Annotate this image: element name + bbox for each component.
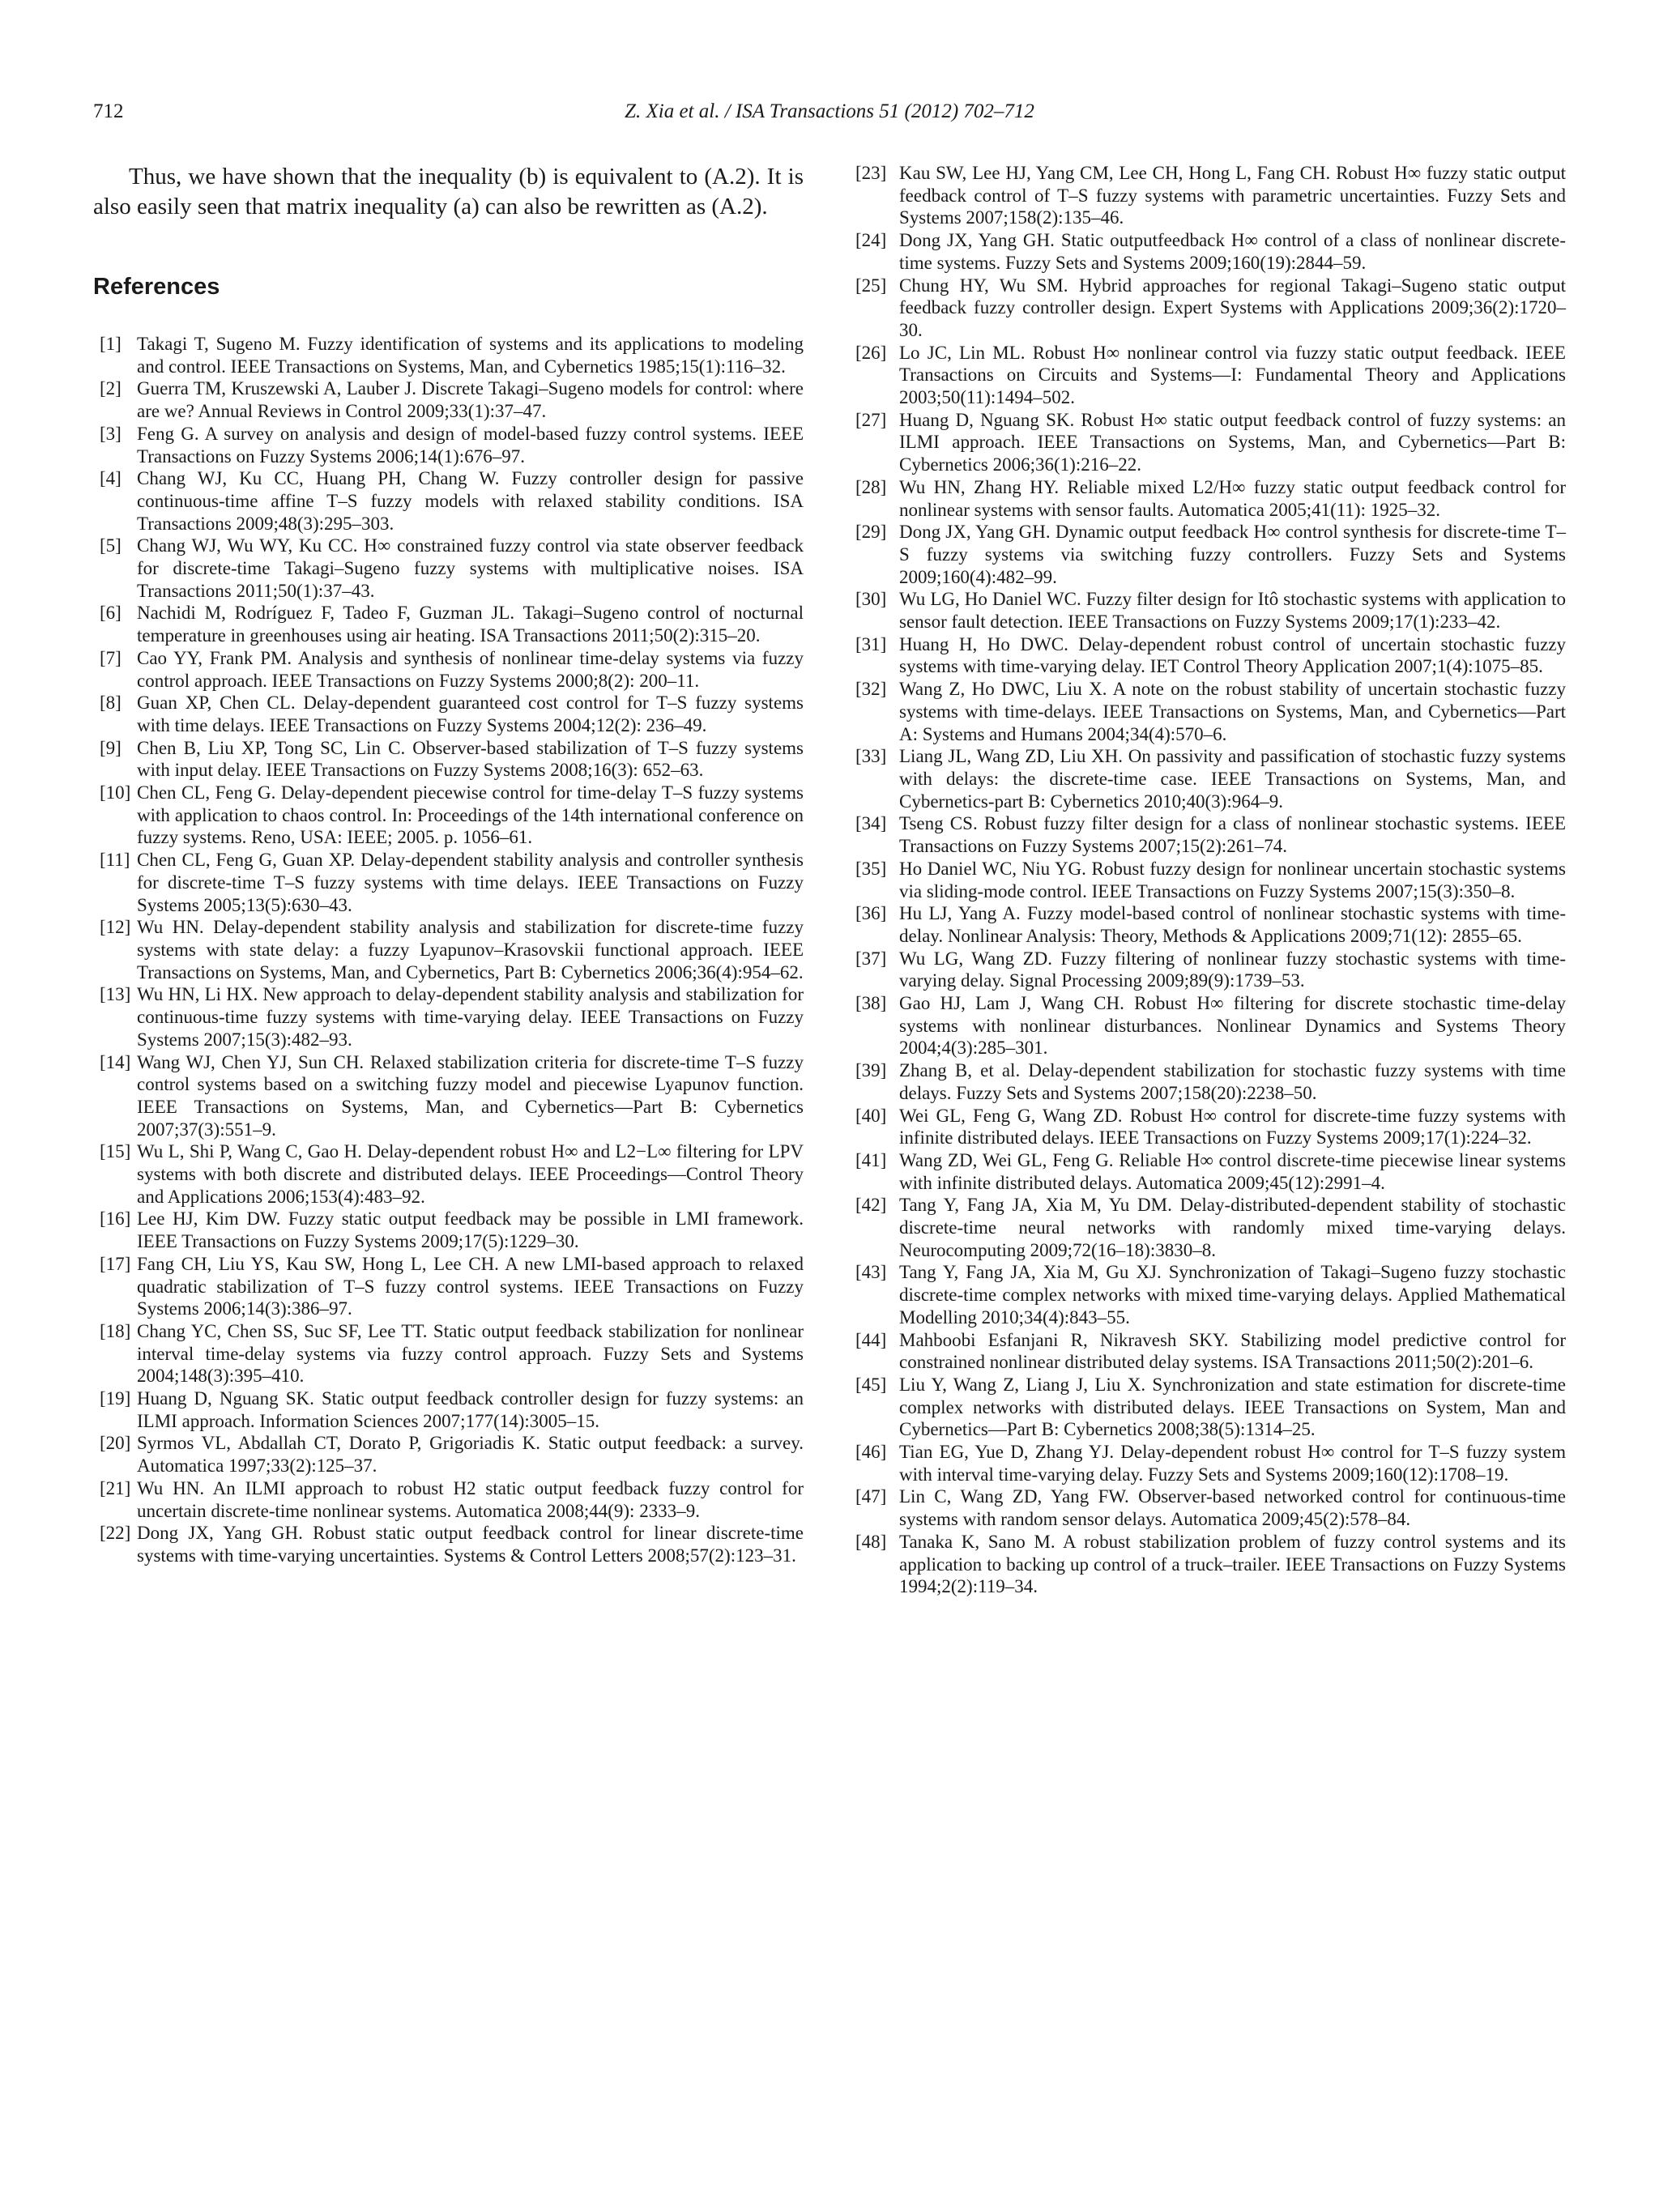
reference-item: [855, 902, 1566, 947]
reference-text: Tanaka K, Sano M. A robust stabilization problem of fuzzy control systems and its application to backing up control of a truck–trailer. IEEE Transactions on Fuzzy Systems 1994;2(2):119–34.: [899, 1531, 1566, 1597]
reference-item: [93, 1522, 804, 1566]
reference-item: [855, 229, 1566, 274]
reference-number: [41]: [855, 1149, 887, 1170]
reference-text: Tang Y, Fang JA, Xia M, Yu DM. Delay-distributed-dependent stability of stochastic discrete-time neural networks with randomly mixed time-varying delays. Neurocomputing 2009;72(16–18):3830–8.: [899, 1195, 1566, 1260]
reference-text: Tseng CS. Robust fuzzy filter design for a class of nonlinear stochastic systems. IEEE Transactions on Fuzzy Systems 2007;15(2):261–74.: [899, 813, 1566, 857]
reference-item: [93, 333, 804, 377]
reference-text: Wu HN, Zhang HY. Reliable mixed L2/H∞ fuzzy static output feedback control for nonlinear systems with sensor faults. Automatica 2005;41(11): 1925–32.: [899, 476, 1566, 520]
reference-text: Wu LG, Ho Daniel WC. Fuzzy filter design for Itô stochastic systems with application to sensor fault detection. IEEE Transactions on Fuzzy Systems 2009;17(1):233–42.: [899, 589, 1566, 633]
reference-item: [93, 983, 804, 1051]
reference-number: [9]: [100, 737, 122, 758]
reference-item: [93, 1140, 804, 1208]
reference-number: [28]: [855, 476, 887, 497]
reference-item: [855, 342, 1566, 409]
reference-item: [855, 476, 1566, 521]
reference-item: [855, 1485, 1566, 1530]
reference-number: [33]: [855, 746, 887, 767]
reference-item: [855, 745, 1566, 812]
reference-number: [5]: [100, 535, 122, 556]
reference-text: Chang WJ, Wu WY, Ku CC. H∞ constrained fuzzy control via state observer feedback for discrete-time Takagi–Sugeno fuzzy systems with multiplicative noises. ISA Transactions 2011;50(1):37–43.: [137, 535, 804, 601]
reference-item: [93, 1432, 804, 1477]
reference-number: [36]: [855, 903, 887, 924]
reference-text: Hu LJ, Yang A. Fuzzy model-based control of nonlinear stochastic systems with time-delay. Nonlinear Analysis: Theory, Methods & Applications 2009;71(12): 2855–65.: [899, 903, 1566, 946]
reference-number: [25]: [855, 275, 887, 296]
reference-number: [12]: [100, 917, 131, 938]
reference-number: [10]: [100, 782, 131, 803]
reference-text: Huang D, Nguang SK. Static output feedback controller design for fuzzy systems: an ILMI approach. Information Sciences 2007;177(14):3005–15.: [137, 1388, 804, 1431]
reference-number: [32]: [855, 679, 887, 700]
reference-number: [35]: [855, 858, 887, 879]
reference-number: [26]: [855, 342, 887, 363]
reference-item: [855, 1149, 1566, 1194]
reference-item: [855, 1194, 1566, 1261]
reference-text: Cao YY, Frank PM. Analysis and synthesis of nonlinear time-delay systems via fuzzy control approach. IEEE Transactions on Fuzzy Systems 2000;8(2): 200–11.: [137, 647, 804, 691]
reference-item: [93, 1320, 804, 1387]
reference-text: Wu HN. Delay-dependent stability analysis and stabilization for discrete-time fuzzy systems with state delay: a fuzzy Lyapunov–Krasovskii functional approach. IEEE Transactions on Systems, Man, and Cybernetics, Part B: Cybernetics 2006;36(4):954–62.: [137, 917, 804, 982]
reference-text: Zhang B, et al. Delay-dependent stabilization for stochastic fuzzy systems with time delays. Fuzzy Sets and Systems 2007;158(20):2238–50.: [899, 1060, 1566, 1103]
reference-text: Wang ZD, Wei GL, Feng G. Reliable H∞ control discrete-time piecewise linear systems with infinite distributed delays. Automatica 2009;45(12):2991–4.: [899, 1149, 1566, 1193]
reference-number: [47]: [855, 1486, 887, 1507]
reference-number: [8]: [100, 693, 122, 714]
reference-number: [30]: [855, 589, 887, 610]
reference-number: [27]: [855, 409, 887, 430]
reference-item: [855, 1374, 1566, 1441]
reference-number: [17]: [100, 1253, 131, 1274]
references-list-left: [93, 333, 804, 1567]
reference-text: Lin C, Wang ZD, Yang FW. Observer-based networked control for continuous-time systems with random sensor delays. Automatica 2009;45(2):578–84.: [899, 1486, 1566, 1530]
reference-text: Wei GL, Feng G, Wang ZD. Robust H∞ control for discrete-time fuzzy systems with infinite distributed delays. IEEE Transactions on Fuzzy Systems 2009;17(1):224–32.: [899, 1105, 1566, 1149]
left-column: [93, 162, 804, 1567]
reference-number: [11]: [100, 850, 130, 871]
reference-text: Wu HN. An ILMI approach to robust H2 static output feedback fuzzy control for uncertain discrete-time nonlinear systems. Automatica 2008;44(9): 2333–9.: [137, 1477, 804, 1521]
reference-number: [37]: [855, 948, 887, 969]
reference-number: [15]: [100, 1141, 131, 1162]
reference-item: [855, 275, 1566, 342]
reference-number: [23]: [855, 163, 887, 183]
reference-number: [40]: [855, 1105, 887, 1126]
reference-text: Mahboobi Esfanjani R, Nikravesh SKY. Stabilizing model predictive control for constrained nonlinear distributed delay systems. ISA Transactions 2011;50(2):201–6.: [899, 1329, 1566, 1373]
reference-number: [42]: [855, 1195, 887, 1216]
reference-number: [46]: [855, 1442, 887, 1463]
reference-number: [43]: [855, 1262, 887, 1283]
reference-text: Chen CL, Feng G. Delay-dependent piecewise control for time-delay T–S fuzzy systems with application to chaos control. In: Proceedings of the 14th international conference on fuzzy systems. Reno, USA: IEEE; 2005. p. 1056–61.: [137, 782, 804, 848]
reference-text: Liu Y, Wang Z, Liang J, Liu X. Synchronization and state estimation for discrete-time complex networks with distributed delays. IEEE Transactions on System, Man and Cybernetics—Part B: Cybernetics 2008;38(5):1314–25.: [899, 1374, 1566, 1440]
reference-number: [4]: [100, 468, 122, 489]
reference-text: Chen CL, Feng G, Guan XP. Delay-dependent stability analysis and controller synthesis for discrete-time T–S fuzzy systems with time delays. IEEE Transactions on Fuzzy Systems 2005;13(5):630–43.: [137, 850, 804, 915]
reference-number: [48]: [855, 1531, 887, 1552]
reference-number: [24]: [855, 230, 887, 251]
reference-text: Liang JL, Wang ZD, Liu XH. On passivity and passification of stochastic fuzzy systems with delays: the discrete-time case. IEEE Transactions on Systems, Man, and Cybernetics-part B: Cybernetics 2010;40(3):964–9.: [899, 746, 1566, 812]
reference-item: [93, 647, 804, 692]
reference-text: Chen B, Liu XP, Tong SC, Lin C. Observer-based stabilization of T–S fuzzy systems with input delay. IEEE Transactions on Fuzzy Systems 2008;16(3): 652–63.: [137, 737, 804, 781]
reference-item: [855, 1261, 1566, 1328]
reference-item: [93, 1253, 804, 1320]
reference-text: Lo JC, Lin ML. Robust H∞ nonlinear control via fuzzy static output feedback. IEEE Transactions on Circuits and Systems—I: Fundamental Theory and Applications 2003;50(11):1494–502.: [899, 342, 1566, 408]
reference-text: Huang D, Nguang SK. Robust H∞ static output feedback control of fuzzy systems: an ILMI approach. IEEE Transactions on Systems, Man, and Cybernetics—Part B: Cybernetics 2006;36(1):216–22.: [899, 409, 1566, 475]
reference-text: Dong JX, Yang GH. Robust static output feedback control for linear discrete-time systems with time-varying uncertainties. Systems & Control Letters 2008;57(2):123–31.: [137, 1523, 804, 1566]
reference-number: [6]: [100, 603, 122, 624]
reference-text: Guerra TM, Kruszewski A, Lauber J. Discrete Takagi–Sugeno models for control: where are we? Annual Reviews in Control 2009;33(1):37–47.: [137, 378, 804, 422]
reference-item: [93, 692, 804, 736]
reference-text: Chang YC, Chen SS, Suc SF, Lee TT. Static output feedback stabilization for nonlinear interval time-delay systems via fuzzy control approach. Fuzzy Sets and Systems 2004;148(3):395–410.: [137, 1320, 804, 1387]
references-list-right: [855, 162, 1566, 1598]
reference-number: [18]: [100, 1320, 131, 1341]
reference-number: [13]: [100, 984, 131, 1005]
reference-number: [39]: [855, 1060, 887, 1081]
reference-text: Dong JX, Yang GH. Static outputfeedback H∞ control of a class of nonlinear discrete-time systems. Fuzzy Sets and Systems 2009;160(19):2844–59.: [899, 230, 1566, 273]
reference-number: [16]: [100, 1208, 131, 1230]
reference-item: [93, 1387, 804, 1432]
reference-number: [19]: [100, 1388, 131, 1409]
reference-item: [93, 737, 804, 782]
reference-number: [44]: [855, 1329, 887, 1350]
reference-text: Chung HY, Wu SM. Hybrid approaches for regional Takagi–Sugeno static output feedback fuzzy controller design. Expert Systems with Applications 2009;36(2):1720–30.: [899, 275, 1566, 340]
reference-item: [93, 1051, 804, 1141]
reference-item: [855, 678, 1566, 745]
reference-text: Kau SW, Lee HJ, Yang CM, Lee CH, Hong L, Fang CH. Robust H∞ fuzzy static output feedback control of T–S fuzzy systems with parametric uncertainties. Fuzzy Sets and Systems 2007;158(2):135–46.: [899, 163, 1566, 228]
reference-item: [93, 377, 804, 422]
reference-text: Huang H, Ho DWC. Delay-dependent robust control of uncertain stochastic fuzzy systems with time-varying delay. IET Control Theory Application 2007;1(4):1075–85.: [899, 633, 1566, 677]
reference-number: [3]: [100, 423, 122, 444]
page-number: 712: [93, 100, 124, 122]
reference-text: Syrmos VL, Abdallah CT, Dorato P, Grigoriadis K. Static output feedback: a survey. Automatica 1997;33(2):125–37.: [137, 1433, 804, 1477]
reference-number: [31]: [855, 633, 887, 654]
reference-item: [855, 992, 1566, 1059]
reference-text: Wu HN, Li HX. New approach to delay-dependent stability analysis and stabilization for continuous-time fuzzy systems with time-varying delay. IEEE Transactions on Fuzzy Systems 2007;15(3):482–93.: [137, 984, 804, 1050]
reference-item: [93, 535, 804, 602]
reference-item: [855, 1059, 1566, 1104]
reference-text: Takagi T, Sugeno M. Fuzzy identification of systems and its applications to modeling and control. IEEE Transactions on Systems, Man, and Cybernetics 1985;15(1):116–32.: [137, 334, 804, 377]
reference-item: [93, 1477, 804, 1522]
reference-number: [7]: [100, 647, 122, 668]
reference-item: [855, 1105, 1566, 1149]
right-column: [855, 162, 1566, 1598]
reference-item: [93, 1208, 804, 1252]
reference-text: Wang Z, Ho DWC, Liu X. A note on the robust stability of uncertain stochastic fuzzy systems with time-delays. IEEE Transactions on Systems, Man, and Cybernetics—Part A: Systems and Humans 2004;34(4):570–6.: [899, 679, 1566, 744]
reference-item: [855, 948, 1566, 992]
body-paragraph: Thus, we have shown that the inequality (b) is equivalent to (A.2). It is also easily seen that matrix inequality (a) can also be rewritten as (A.2).: [93, 164, 804, 219]
reference-item: [855, 1441, 1566, 1485]
reference-number: [22]: [100, 1523, 131, 1544]
reference-text: Fang CH, Liu YS, Kau SW, Hong L, Lee CH. A new LMI-based approach to relaxed quadratic stabilization of T–S fuzzy control systems. IEEE Transactions on Fuzzy Systems 2006;14(3):386–97.: [137, 1253, 804, 1319]
reference-number: [2]: [100, 378, 122, 399]
reference-text: Lee HJ, Kim DW. Fuzzy static output feedback may be possible in LMI framework. IEEE Transactions on Fuzzy Systems 2009;17(5):1229–30.: [137, 1208, 804, 1252]
reference-item: [93, 782, 804, 849]
reference-item: [855, 409, 1566, 476]
reference-item: [855, 812, 1566, 857]
reference-text: Tang Y, Fang JA, Xia M, Gu XJ. Synchronization of Takagi–Sugeno fuzzy stochastic discrete-time complex networks with mixed time-varying delays. Applied Mathematical Modelling 2010;34(4):843–55.: [899, 1262, 1566, 1328]
reference-number: [45]: [855, 1374, 887, 1395]
reference-text: Wu LG, Wang ZD. Fuzzy filtering of nonlinear fuzzy stochastic systems with time-varying delay. Signal Processing 2009;89(9):1739–53.: [899, 948, 1566, 991]
reference-item: [855, 521, 1566, 588]
reference-item: [93, 916, 804, 983]
reference-text: Nachidi M, Rodríguez F, Tadeo F, Guzman JL. Takagi–Sugeno control of nocturnal temperature in greenhouses using air heating. ISA Transactions 2011;50(2):315–20.: [137, 603, 804, 646]
reference-text: Ho Daniel WC, Niu YG. Robust fuzzy design for nonlinear uncertain stochastic systems via sliding-mode control. IEEE Transactions on Fuzzy Systems 2007;15(3):350–8.: [899, 858, 1566, 901]
reference-number: [14]: [100, 1051, 131, 1072]
reference-text: Wang WJ, Chen YJ, Sun CH. Relaxed stabilization criteria for discrete-time T–S fuzzy control systems based on a switching fuzzy model and piecewise Lyapunov function. IEEE Transactions on Systems, Man, and Cybernetics—Part B: Cybernetics 2007;37(3):551–9.: [137, 1051, 804, 1140]
reference-number: [29]: [855, 522, 887, 543]
reference-text: Wu L, Shi P, Wang C, Gao H. Delay-dependent robust H∞ and L2−L∞ filtering for LPV systems with both discrete and distributed delays. IEEE Proceedings—Control Theory and Applications 2006;153(4):483–92.: [137, 1141, 804, 1207]
reference-text: Dong JX, Yang GH. Dynamic output feedback H∞ control synthesis for discrete-time T–S fuzzy systems via switching fuzzy controllers. Fuzzy Sets and Systems 2009;160(4):482–99.: [899, 522, 1566, 587]
reference-number: [1]: [100, 334, 122, 354]
reference-item: [855, 858, 1566, 902]
reference-item: [855, 588, 1566, 633]
reference-number: [21]: [100, 1477, 131, 1498]
reference-text: Gao HJ, Lam J, Wang CH. Robust H∞ filtering for discrete stochastic time-delay systems with nonlinear disturbances. Nonlinear Dynamics and Systems Theory 2004;4(3):285–301.: [899, 993, 1566, 1059]
reference-number: [38]: [855, 993, 887, 1014]
reference-text: Guan XP, Chen CL. Delay-dependent guaranteed cost control for T–S fuzzy systems with time delays. IEEE Transactions on Fuzzy Systems 2004;12(2): 236–49.: [137, 693, 804, 735]
reference-item: [855, 1329, 1566, 1374]
reference-text: Feng G. A survey on analysis and design of model-based fuzzy control systems. IEEE Transactions on Fuzzy Systems 2006;14(1):676–97.: [137, 423, 804, 467]
reference-item: [855, 1531, 1566, 1598]
running-head: Z. Xia et al. / ISA Transactions 51 (2012) 702–712: [625, 100, 1034, 122]
reference-item: [93, 849, 804, 916]
reference-item: [93, 423, 804, 467]
reference-item: [855, 162, 1566, 229]
reference-item: [93, 467, 804, 535]
reference-item: [93, 602, 804, 646]
reference-number: [34]: [855, 813, 887, 834]
reference-text: Tian EG, Yue D, Zhang YJ. Delay-dependent robust H∞ control for T–S fuzzy system with interval time-varying delay. Fuzzy Sets and Systems 2009;160(12):1708–19.: [899, 1442, 1566, 1485]
references-heading: References: [93, 274, 220, 300]
reference-number: [20]: [100, 1433, 131, 1454]
reference-item: [855, 633, 1566, 678]
reference-text: Chang WJ, Ku CC, Huang PH, Chang W. Fuzzy controller design for passive continuous-time affine T–S fuzzy models with relaxed stability conditions. ISA Transactions 2009;48(3):295–303.: [137, 468, 804, 534]
